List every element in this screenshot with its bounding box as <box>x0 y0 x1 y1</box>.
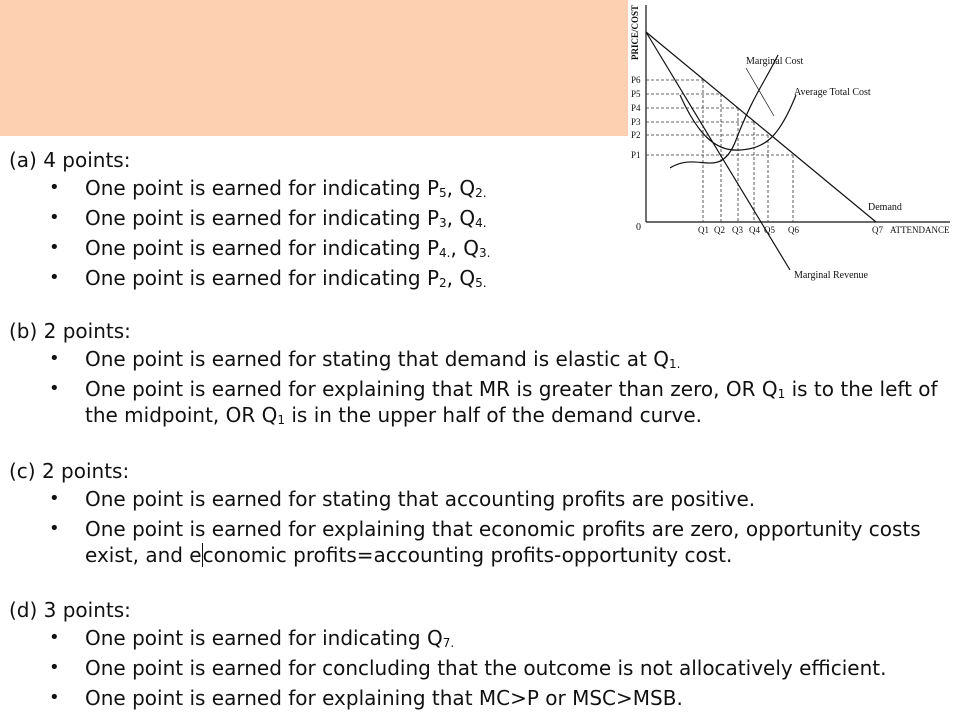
quantity-label-q4: Q4 <box>749 225 760 235</box>
bullet: • <box>49 237 60 258</box>
section-b-item-1: • One point is earned for stating that demand is elastic at $Q_{1.}$ <box>49 347 681 371</box>
bullet: • <box>49 177 60 198</box>
bullet: • <box>49 518 60 539</box>
section-d-item-2: • One point is earned for concluding that the outcome is not allocatively efficient. <box>49 656 887 680</box>
peach-header-block <box>0 0 628 136</box>
section-c <box>9 456 945 568</box>
section-a-item-3: • One point is earned for indicating $P_{4.}$, $Q_{3.}$ <box>49 236 491 260</box>
quantity-label-q2: Q2 <box>714 225 725 235</box>
quantity-label-q6: Q6 <box>788 225 799 235</box>
y-axis-label: PRICE/COST <box>630 4 640 60</box>
section-a-heading: (a) 4 points: <box>9 148 131 172</box>
section-a-item-4: • One point is earned for indicating $P_2$, $Q_{5.}$ <box>49 266 487 290</box>
quantity-label-q7: Q7 <box>872 225 883 235</box>
origin-label: 0 <box>636 222 641 233</box>
section-a-item-1: • One point is earned for indicating $P_5$, $Q_{2.}$ <box>49 176 487 200</box>
section-d-item-1: • One point is earned for indicating $Q_{7.}$ <box>49 626 455 650</box>
section-d-item-3: • One point is earned for explaining that MC>P or MSC>MSB. <box>49 686 683 710</box>
quantity-label-q1: Q1 <box>698 225 709 235</box>
x-axis-label: ATTENDANCE <box>890 225 950 235</box>
section-c-item-2: • One point is earned for explaining that economic profits are zero, opportunity costs exist, and economic profits=accounting profits-opportunity cost. <box>49 517 921 567</box>
section-c-item-1: • One point is earned for stating that accounting profits are positive. <box>49 487 756 511</box>
average-total-cost-label: Average Total Cost <box>794 87 871 98</box>
price-label-p5: P5 <box>631 89 641 99</box>
quantity-label-q3: Q3 <box>732 225 743 235</box>
demand-label: Demand <box>868 202 902 213</box>
price-label-p4: P4 <box>631 103 641 113</box>
section-a-item-2: • One point is earned for indicating $P_3$, $Q_{4.}$ <box>49 206 487 230</box>
section-c-heading: (c) 2 points: <box>9 459 130 483</box>
bullet: • <box>49 378 60 399</box>
marginal-revenue-label: Marginal Revenue <box>794 270 868 281</box>
quantity-label-q5: Q5 <box>764 225 775 235</box>
bullet: • <box>49 267 60 288</box>
price-label-p6: P6 <box>631 75 641 85</box>
bullet: • <box>49 488 60 509</box>
marginal-cost-leader <box>746 68 774 116</box>
price-label-p2: P2 <box>631 130 641 140</box>
bullet: • <box>49 687 60 708</box>
section-d <box>9 595 945 715</box>
section-b <box>9 316 945 428</box>
section-b-item-2: • One point is earned for explaining that MR is greater than zero, OR $Q_1$ is to the left of the midpoint, OR $Q_1$ is in the upper half of the demand curve. <box>49 377 938 427</box>
section-b-heading: (b) 2 points: <box>9 319 131 343</box>
bullet: • <box>49 657 60 678</box>
price-label-p3: P3 <box>631 117 641 127</box>
bullet: • <box>49 207 60 228</box>
bullet: • <box>49 627 60 648</box>
price-label-p1: P1 <box>631 150 641 160</box>
bullet: • <box>49 348 60 369</box>
section-d-heading: (d) 3 points: <box>9 598 131 622</box>
marginal-cost-label: Marginal Cost <box>746 56 804 67</box>
section-a <box>9 145 945 295</box>
